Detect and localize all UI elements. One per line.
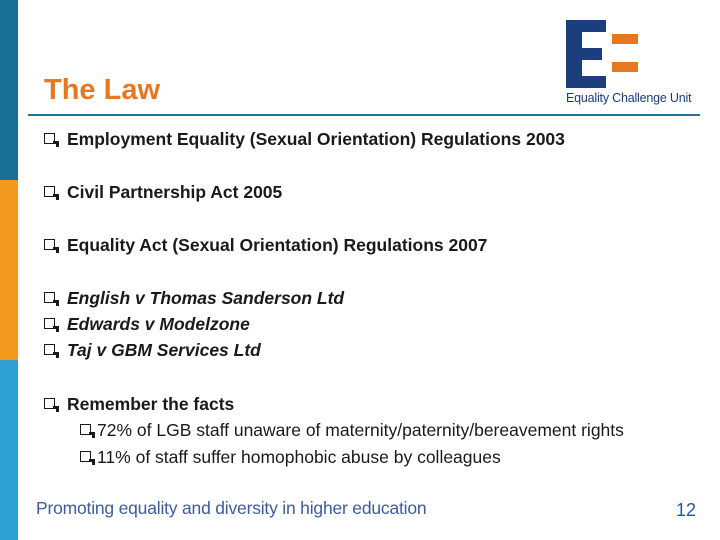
checkbox-bullet-icon [80, 451, 91, 462]
bullet-item-case: Taj v GBM Services Ltd [44, 339, 261, 361]
checkbox-bullet-icon [44, 344, 55, 355]
title-divider [28, 114, 700, 116]
checkbox-bullet-icon [44, 239, 55, 250]
sub-bullet-item: 72% of LGB staff unaware of maternity/paternity/bereavement rights [80, 419, 624, 441]
checkbox-bullet-icon [44, 318, 55, 329]
ecu-logo-mark-icon [566, 20, 638, 88]
bullet-item-case: English v Thomas Sanderson Ltd [44, 287, 344, 309]
ecu-logo [566, 20, 696, 106]
slide-title: The Law [44, 74, 161, 106]
checkbox-bullet-icon [44, 398, 55, 409]
logo-text: Equality Challenge Unit [566, 91, 692, 105]
side-bar-orange-segment [0, 180, 18, 360]
side-color-bar [0, 0, 18, 540]
checkbox-bullet-icon [44, 186, 55, 197]
bullet-item: Equality Act (Sexual Orientation) Regulations 2007 [44, 234, 487, 256]
bullet-item: Civil Partnership Act 2005 [44, 181, 282, 203]
sub-bullet-item: 11% of staff suffer homophobic abuse by colleagues [80, 446, 501, 468]
bullet-item: Employment Equality (Sexual Orientation) Regulations 2003 [44, 128, 565, 150]
checkbox-bullet-icon [44, 133, 55, 144]
bullet-item-case: Edwards v Modelzone [44, 313, 250, 335]
footer-tagline: Promoting equality and diversity in higher education [36, 498, 427, 518]
page-number: 12 [676, 500, 697, 520]
checkbox-bullet-icon [44, 292, 55, 303]
checkbox-bullet-icon [80, 424, 91, 435]
side-bar-blue-segment [0, 0, 18, 180]
bullet-item: Remember the facts [44, 393, 234, 415]
side-bar-light-blue-segment [0, 360, 18, 540]
